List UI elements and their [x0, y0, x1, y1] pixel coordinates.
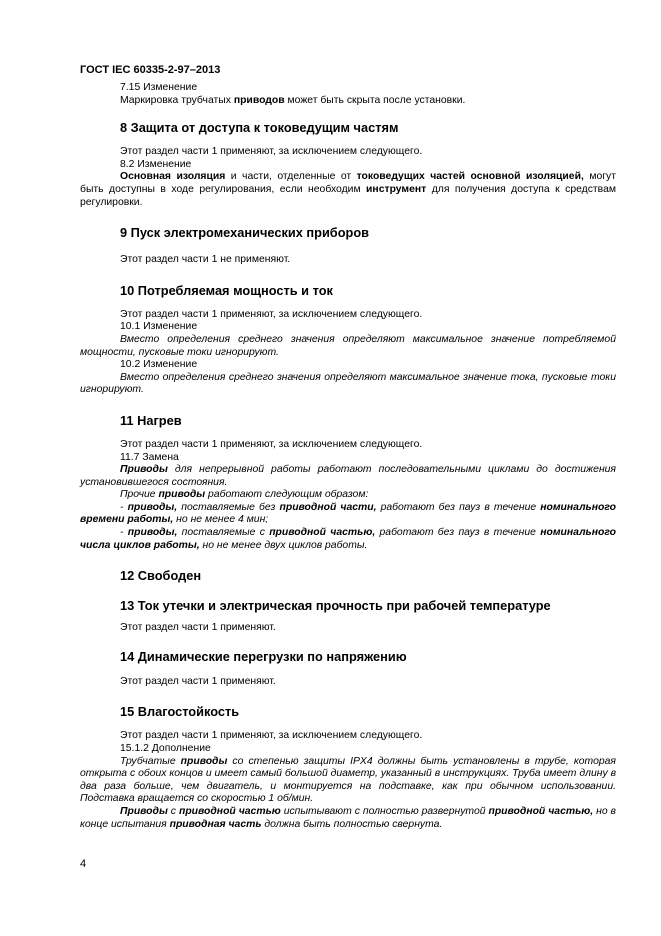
clause-11-7-p1: Приводы для непрерывной работы работают последовательными циклами до достижения установившегося состояния.: [80, 464, 616, 488]
clause-11-7: 11.7 Замена: [120, 451, 179, 463]
clause-11-7-p2: Прочие приводы работают следующим образом:: [120, 489, 369, 501]
section-8-title: 8 Защита от доступа к токоведущим частям: [120, 120, 399, 136]
clause-7-15-text: Маркировка трубчатых приводов может быть скрыта после установки.: [120, 94, 466, 106]
clause-15-1-2: 15.1.2 Дополнение: [120, 743, 211, 755]
section-14-intro: Этот раздел части 1 применяют.: [120, 675, 276, 687]
clause-15-1-2-p1: Трубчатые приводы со степенью защиты IPX4 должны быть установлены в трубе, которая открыта с обоих концов и имеет самый большой диаметр, указанный в инструкциях. Труба имеет длину в два раза больше, чем двигатель, и монтируется на подставке, как при обычном использовании. Подставка вращается со скоростью 1 об/мин.: [80, 755, 616, 805]
section-12-title: 12 Свободен: [120, 568, 202, 584]
section-10-title: 10 Потребляемая мощность и ток: [120, 282, 333, 298]
section-13-intro: Этот раздел части 1 применяют.: [120, 622, 276, 634]
section-11-title: 11 Нагрев: [120, 412, 182, 428]
section-8-intro: Этот раздел части 1 применяют, за исключением следующего.: [120, 146, 423, 158]
section-14-title: 14 Динамические перегрузки по напряжению: [120, 648, 407, 664]
page-number: 4: [80, 858, 87, 870]
section-11-intro: Этот раздел части 1 применяют, за исключением следующего.: [120, 438, 423, 450]
section-15-title: 15 Влагостойкость: [120, 704, 240, 720]
clause-8-2: 8.2 Изменение: [120, 158, 192, 170]
section-15-intro: Этот раздел части 1 применяют, за исключением следующего.: [120, 730, 423, 742]
clause-10-2-text: Вместо определения среднего значения определяют максимальное значение тока, пусковые токи игнорируют.: [80, 371, 616, 396]
clause-7-15: 7.15 Изменение: [120, 82, 198, 93]
clause-11-7-item-2: - приводы, поставляемые с приводной частью, работают без пауз в течение номинального числа циклов работы, но не менее двух циклов работы.: [80, 527, 616, 551]
clause-10-1-text: Вместо определения среднего значения определяют максимальное значение потребляемой мощности, пусковые токи игнорируют.: [80, 333, 616, 358]
section-9-title: 9 Пуск электромеханических приборов: [120, 225, 370, 241]
clause-8-2-text: Основная изоляция и части, отделенные от токоведущих частей основной изоляцией, могут быть доступны в ходе регулирования, если необходим инструмент для получения доступа к средствам регулировки.: [80, 171, 616, 208]
clause-15-1-2-p2: Приводы с приводной частью испытывают с полностью развернутой приводной частью, но в конце испытания приводная часть должна быть полностью свернута.: [80, 806, 616, 830]
standard-designation: ГОСТ IEC 60335-2-97–2013: [80, 64, 221, 76]
section-9-intro: Этот раздел части 1 не применяют.: [120, 254, 291, 266]
section-10-intro: Этот раздел части 1 применяют, за исключением следующего.: [120, 308, 423, 320]
clause-11-7-item-1: - приводы, поставляемые без приводной части, работают без пауз в течение номинального времени работы, но не менее 4 мин;: [80, 501, 616, 526]
clause-10-1: 10.1 Изменение: [120, 321, 198, 333]
clause-10-2: 10.2 Изменение: [120, 359, 198, 371]
document-body: [80, 82, 616, 831]
section-13-title: 13 Ток утечки и электрическая прочность при рабочей температуре: [120, 598, 551, 614]
